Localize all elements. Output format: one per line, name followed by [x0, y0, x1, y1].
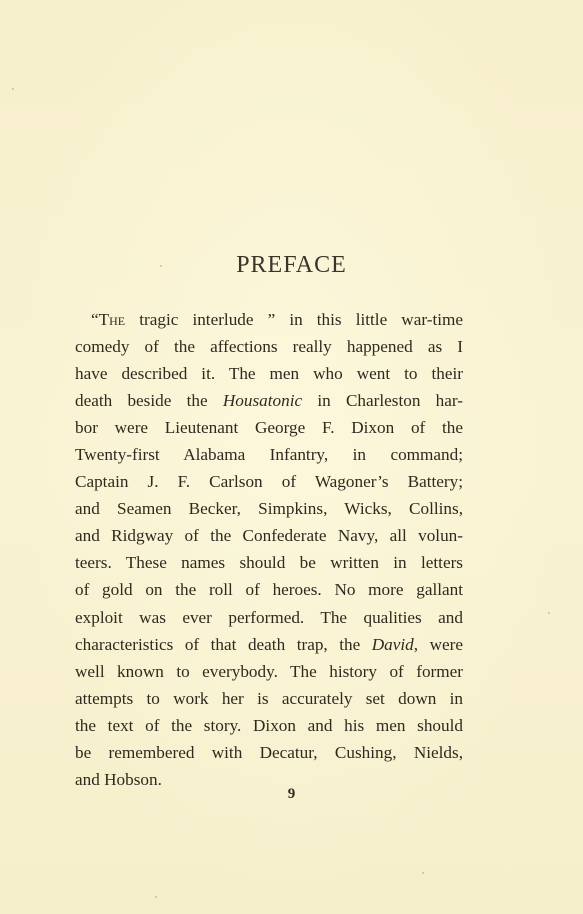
paragraph-line: teers. These names should be written in letters: [75, 553, 463, 573]
paragraph-line: Captain J. F. Carlson of Wagoner’s Battery;: [75, 472, 463, 492]
paragraph-line: of gold on the roll of heroes. No more gallant: [75, 580, 463, 600]
paragraph-line: comedy of the affections really happened as I: [75, 337, 463, 357]
paragraph-line: be remembered with Decatur, Cushing, Nields,: [75, 742, 463, 762]
page-heading: PREFACE: [236, 252, 347, 278]
paragraph-line: and Hobson.: [75, 769, 162, 789]
paragraph-line: Twenty-first Alabama Infantry, in command;: [75, 445, 463, 465]
paragraph-line: characteristics of that death trap, the David, were: [75, 634, 463, 654]
paper-speck: [12, 88, 14, 90]
paragraph-line: and Seamen Becker, Simpkins, Wicks, Collins,: [75, 499, 463, 519]
paragraph-line: exploit was ever performed. The qualities and: [75, 607, 463, 627]
paper-speck: [548, 612, 550, 614]
paper-speck: [155, 896, 157, 898]
paragraph-line: bor were Lieutenant George F. Dixon of the: [75, 418, 463, 438]
ship-name-housatonic: Housatonic: [222, 391, 303, 411]
paper-speck: [422, 872, 424, 874]
paragraph-line: “The tragic interlude ” in this little war-time: [91, 310, 463, 329]
paragraph-line: well known to everybody. The history of former: [75, 661, 463, 681]
paragraph-line: and Ridgway of the Confederate Navy, all volun-: [75, 526, 463, 546]
preface-paragraph: [75, 306, 463, 793]
paragraph-line: death beside the Housatonic in Charleston har-: [75, 391, 463, 411]
page-number: 9: [287, 786, 296, 802]
paragraph-line: have described it. The men who went to their: [75, 364, 463, 384]
paragraph-line: attempts to work her is accurately set down in: [75, 688, 463, 708]
paragraph-line: the text of the story. Dixon and his men should: [75, 715, 463, 735]
vessel-name-david: David: [371, 634, 414, 654]
